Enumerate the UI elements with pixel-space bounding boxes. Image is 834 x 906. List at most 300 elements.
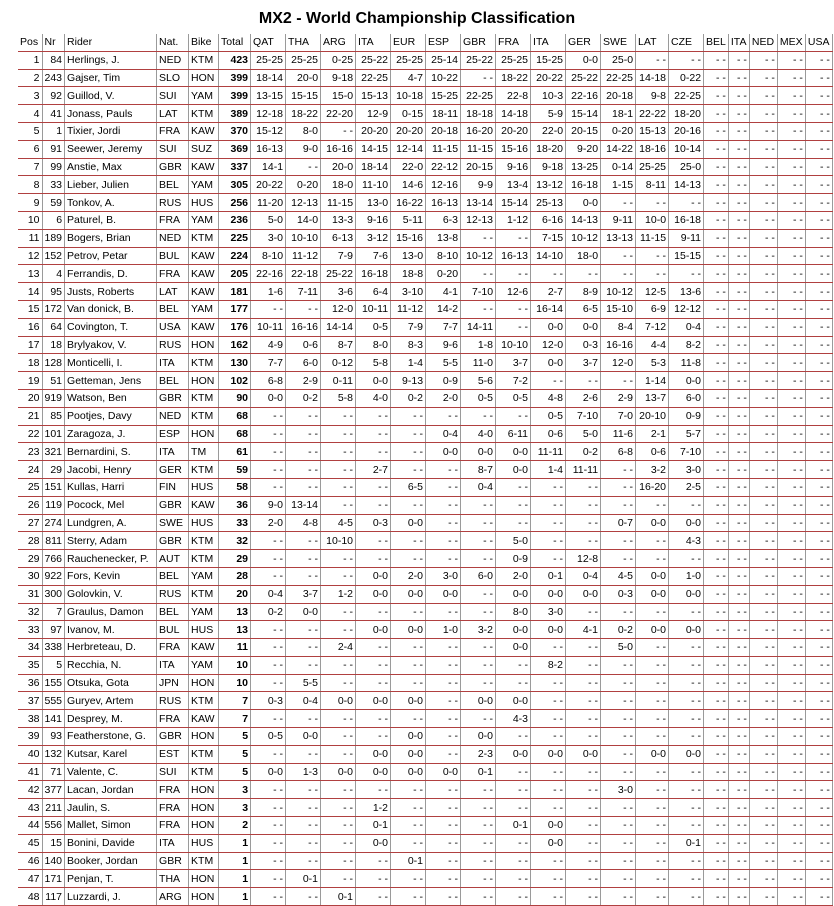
- race-result-cell: - -: [805, 425, 832, 443]
- race-result-cell: 0-0: [531, 745, 566, 763]
- header-race: ARG: [321, 34, 356, 51]
- race-result-cell: 12-9: [356, 105, 391, 123]
- race-result-cell: 15-25: [531, 51, 566, 69]
- race-result-cell: 16-16: [601, 336, 636, 354]
- total-cell: 5: [219, 745, 251, 763]
- race-result-cell: - -: [805, 888, 832, 906]
- nat-cell: USA: [157, 318, 189, 336]
- race-result-cell: - -: [728, 461, 749, 479]
- race-result-cell: 1-12: [496, 211, 531, 229]
- race-result-cell: - -: [749, 229, 777, 247]
- race-result-cell: - -: [805, 514, 832, 532]
- bike-cell: KTM: [189, 692, 219, 710]
- race-result-cell: - -: [636, 692, 669, 710]
- race-result-cell: - -: [566, 532, 601, 550]
- race-result-cell: - -: [728, 532, 749, 550]
- race-result-cell: - -: [356, 656, 391, 674]
- race-result-cell: 0-9: [426, 372, 461, 390]
- rider-cell: Van donick, B.: [65, 300, 157, 318]
- race-result-cell: 0-1: [391, 852, 426, 870]
- race-result-cell: 7-7: [426, 318, 461, 336]
- race-result-cell: - -: [728, 603, 749, 621]
- pos-cell: 9: [18, 194, 42, 212]
- race-result-cell: - -: [426, 639, 461, 657]
- race-result-cell: - -: [728, 478, 749, 496]
- race-result-cell: - -: [426, 781, 461, 799]
- race-result-cell: - -: [749, 567, 777, 585]
- race-result-cell: 4-1: [566, 621, 601, 639]
- pos-cell: 14: [18, 283, 42, 301]
- race-result-cell: 25-22: [321, 265, 356, 283]
- race-result-cell: 16-18: [669, 211, 704, 229]
- race-result-cell: - -: [749, 247, 777, 265]
- race-result-cell: 0-0: [566, 51, 601, 69]
- race-result-cell: - -: [636, 674, 669, 692]
- table-row: [18, 176, 832, 194]
- race-result-cell: - -: [391, 425, 426, 443]
- total-cell: 102: [219, 372, 251, 390]
- race-result-cell: 25-0: [669, 158, 704, 176]
- race-result-cell: - -: [704, 105, 729, 123]
- nat-cell: RUS: [157, 692, 189, 710]
- race-result-cell: 8-0: [286, 122, 321, 140]
- pos-cell: 31: [18, 585, 42, 603]
- race-result-cell: - -: [704, 763, 729, 781]
- total-cell: 399: [219, 87, 251, 105]
- nr-cell: 64: [42, 318, 65, 336]
- nat-cell: GBR: [157, 728, 189, 746]
- table-row: [18, 122, 832, 140]
- race-result-cell: 12-13: [461, 211, 496, 229]
- race-result-cell: 3-0: [426, 567, 461, 585]
- bike-cell: HUS: [189, 514, 219, 532]
- race-result-cell: - -: [321, 621, 356, 639]
- race-result-cell: - -: [531, 550, 566, 568]
- race-result-cell: - -: [531, 852, 566, 870]
- race-result-cell: 0-2: [391, 389, 426, 407]
- bike-cell: HUS: [189, 834, 219, 852]
- race-result-cell: - -: [728, 336, 749, 354]
- race-result-cell: - -: [356, 532, 391, 550]
- nr-cell: 18: [42, 336, 65, 354]
- race-result-cell: 0-0: [566, 585, 601, 603]
- race-result-cell: - -: [601, 817, 636, 835]
- nr-cell: 51: [42, 372, 65, 390]
- race-result-cell: 25-25: [636, 158, 669, 176]
- race-result-cell: - -: [669, 674, 704, 692]
- race-result-cell: - -: [704, 318, 729, 336]
- race-result-cell: - -: [426, 870, 461, 888]
- nat-cell: LAT: [157, 283, 189, 301]
- race-result-cell: 20-10: [636, 407, 669, 425]
- race-result-cell: 0-0: [669, 372, 704, 390]
- rider-cell: Guillod, V.: [65, 87, 157, 105]
- race-result-cell: 5-5: [286, 674, 321, 692]
- race-result-cell: - -: [391, 710, 426, 728]
- race-result-cell: - -: [426, 799, 461, 817]
- nat-cell: SWE: [157, 514, 189, 532]
- race-result-cell: - -: [704, 585, 729, 603]
- race-result-cell: - -: [749, 87, 777, 105]
- race-result-cell: - -: [728, 407, 749, 425]
- race-result-cell: - -: [461, 799, 496, 817]
- race-result-cell: - -: [805, 389, 832, 407]
- race-result-cell: - -: [704, 354, 729, 372]
- race-result-cell: - -: [601, 247, 636, 265]
- bike-cell: KTM: [189, 407, 219, 425]
- table-row: [18, 567, 832, 585]
- race-result-cell: - -: [777, 247, 805, 265]
- race-result-cell: 10-18: [391, 87, 426, 105]
- race-result-cell: - -: [601, 870, 636, 888]
- race-result-cell: - -: [566, 870, 601, 888]
- bike-cell: KTM: [189, 532, 219, 550]
- race-result-cell: - -: [461, 407, 496, 425]
- race-result-cell: - -: [704, 656, 729, 674]
- race-result-cell: 11-15: [321, 194, 356, 212]
- table-row: [18, 354, 832, 372]
- race-result-cell: - -: [531, 372, 566, 390]
- race-result-cell: - -: [496, 656, 531, 674]
- race-result-cell: 2-0: [496, 567, 531, 585]
- race-result-cell: - -: [669, 710, 704, 728]
- race-result-cell: - -: [601, 532, 636, 550]
- race-result-cell: 22-0: [531, 122, 566, 140]
- race-result-cell: 0-5: [251, 728, 286, 746]
- table-row: [18, 478, 832, 496]
- race-result-cell: 6-0: [669, 389, 704, 407]
- race-result-cell: 12-0: [321, 300, 356, 318]
- race-result-cell: - -: [531, 478, 566, 496]
- race-result-cell: - -: [728, 550, 749, 568]
- race-result-cell: 0-6: [636, 443, 669, 461]
- race-result-cell: 0-2: [251, 603, 286, 621]
- race-result-cell: 6-3: [426, 211, 461, 229]
- race-result-cell: 25-25: [286, 51, 321, 69]
- race-result-cell: - -: [461, 229, 496, 247]
- race-result-cell: - -: [704, 122, 729, 140]
- race-result-cell: - -: [704, 496, 729, 514]
- race-result-cell: 8-10: [426, 247, 461, 265]
- nr-cell: 85: [42, 407, 65, 425]
- race-result-cell: - -: [286, 817, 321, 835]
- race-result-cell: - -: [749, 194, 777, 212]
- pos-cell: 32: [18, 603, 42, 621]
- rider-cell: Luzzardi, J.: [65, 888, 157, 906]
- race-result-cell: - -: [391, 888, 426, 906]
- race-result-cell: 0-20: [286, 176, 321, 194]
- race-result-cell: - -: [777, 425, 805, 443]
- bike-cell: KTM: [189, 745, 219, 763]
- nat-cell: GBR: [157, 158, 189, 176]
- race-result-cell: - -: [566, 372, 601, 390]
- race-result-cell: 0-0: [636, 567, 669, 585]
- race-result-cell: 13-0: [356, 194, 391, 212]
- race-result-cell: - -: [777, 781, 805, 799]
- race-result-cell: - -: [461, 532, 496, 550]
- race-result-cell: 4-8: [531, 389, 566, 407]
- pos-cell: 45: [18, 834, 42, 852]
- race-result-cell: - -: [286, 781, 321, 799]
- race-result-cell: 7-10: [669, 443, 704, 461]
- race-result-cell: - -: [777, 443, 805, 461]
- race-result-cell: - -: [777, 639, 805, 657]
- race-result-cell: 18-14: [251, 69, 286, 87]
- race-result-cell: 18-20: [669, 105, 704, 123]
- table-row: [18, 532, 832, 550]
- nat-cell: BUL: [157, 247, 189, 265]
- race-result-cell: 0-0: [531, 354, 566, 372]
- race-result-cell: 2-9: [286, 372, 321, 390]
- race-result-cell: 0-9: [669, 407, 704, 425]
- race-result-cell: - -: [728, 799, 749, 817]
- race-result-cell: - -: [531, 639, 566, 657]
- race-result-cell: 22-12: [426, 158, 461, 176]
- bike-cell: HON: [189, 674, 219, 692]
- header-race: ITA: [728, 34, 749, 51]
- race-result-cell: - -: [805, 834, 832, 852]
- race-result-cell: 11-12: [391, 300, 426, 318]
- race-result-cell: - -: [601, 852, 636, 870]
- race-result-cell: - -: [496, 799, 531, 817]
- race-result-cell: - -: [728, 389, 749, 407]
- race-result-cell: - -: [728, 710, 749, 728]
- race-result-cell: - -: [777, 710, 805, 728]
- pos-cell: 33: [18, 621, 42, 639]
- race-result-cell: - -: [601, 692, 636, 710]
- race-result-cell: 11-20: [251, 194, 286, 212]
- race-result-cell: - -: [704, 888, 729, 906]
- bike-cell: HON: [189, 817, 219, 835]
- race-result-cell: - -: [777, 229, 805, 247]
- race-result-cell: - -: [531, 728, 566, 746]
- race-result-cell: - -: [805, 656, 832, 674]
- header-total: Total: [219, 34, 251, 51]
- race-result-cell: 13-13: [601, 229, 636, 247]
- race-result-cell: 1-4: [531, 461, 566, 479]
- table-row: [18, 461, 832, 479]
- race-result-cell: - -: [321, 461, 356, 479]
- race-result-cell: - -: [777, 354, 805, 372]
- race-result-cell: - -: [286, 532, 321, 550]
- race-result-cell: - -: [496, 870, 531, 888]
- nr-cell: 41: [42, 105, 65, 123]
- nr-cell: 92: [42, 87, 65, 105]
- race-result-cell: - -: [704, 336, 729, 354]
- pos-cell: 36: [18, 674, 42, 692]
- nr-cell: 29: [42, 461, 65, 479]
- race-result-cell: 25-22: [461, 51, 496, 69]
- race-result-cell: - -: [286, 852, 321, 870]
- nr-cell: 33: [42, 176, 65, 194]
- race-result-cell: 12-5: [636, 283, 669, 301]
- race-result-cell: 7-10: [461, 283, 496, 301]
- pos-cell: 34: [18, 639, 42, 657]
- race-result-cell: 13-14: [461, 194, 496, 212]
- race-result-cell: - -: [496, 888, 531, 906]
- race-result-cell: - -: [805, 852, 832, 870]
- header-row: [18, 34, 832, 51]
- race-result-cell: 0-5: [356, 318, 391, 336]
- race-result-cell: - -: [704, 621, 729, 639]
- race-result-cell: 25-25: [496, 51, 531, 69]
- race-result-cell: - -: [321, 817, 356, 835]
- race-result-cell: 2-0: [391, 567, 426, 585]
- race-result-cell: 0-4: [461, 478, 496, 496]
- race-result-cell: - -: [805, 265, 832, 283]
- race-result-cell: - -: [461, 603, 496, 621]
- race-result-cell: 4-5: [601, 567, 636, 585]
- race-result-cell: - -: [669, 603, 704, 621]
- bike-cell: KTM: [189, 461, 219, 479]
- race-result-cell: 13-4: [496, 176, 531, 194]
- race-result-cell: 10-22: [426, 69, 461, 87]
- race-result-cell: 0-5: [461, 389, 496, 407]
- race-result-cell: 0-0: [356, 763, 391, 781]
- race-result-cell: 18-14: [356, 158, 391, 176]
- bike-cell: KTM: [189, 51, 219, 69]
- race-result-cell: 0-14: [601, 158, 636, 176]
- race-result-cell: 18-16: [636, 140, 669, 158]
- race-result-cell: - -: [566, 478, 601, 496]
- race-result-cell: 5-8: [321, 389, 356, 407]
- race-result-cell: - -: [356, 425, 391, 443]
- bike-cell: HUS: [189, 194, 219, 212]
- pos-cell: 30: [18, 567, 42, 585]
- race-result-cell: - -: [391, 674, 426, 692]
- race-result-cell: - -: [749, 799, 777, 817]
- nat-cell: GBR: [157, 389, 189, 407]
- race-result-cell: - -: [749, 870, 777, 888]
- race-result-cell: - -: [749, 817, 777, 835]
- race-result-cell: - -: [749, 674, 777, 692]
- race-result-cell: 0-9: [496, 550, 531, 568]
- pos-cell: 37: [18, 692, 42, 710]
- race-result-cell: - -: [601, 461, 636, 479]
- race-result-cell: - -: [251, 300, 286, 318]
- race-result-cell: 0-5: [496, 389, 531, 407]
- race-result-cell: 6-5: [566, 300, 601, 318]
- race-result-cell: 8-2: [531, 656, 566, 674]
- race-result-cell: - -: [704, 728, 729, 746]
- nat-cell: FRA: [157, 799, 189, 817]
- pos-cell: 42: [18, 781, 42, 799]
- header-race: ESP: [426, 34, 461, 51]
- race-result-cell: - -: [251, 443, 286, 461]
- nr-cell: 7: [42, 603, 65, 621]
- race-result-cell: - -: [704, 461, 729, 479]
- race-result-cell: - -: [601, 888, 636, 906]
- pos-cell: 25: [18, 478, 42, 496]
- race-result-cell: - -: [805, 407, 832, 425]
- pos-cell: 3: [18, 87, 42, 105]
- race-result-cell: - -: [777, 514, 805, 532]
- nr-cell: 4: [42, 265, 65, 283]
- race-result-cell: 2-0: [426, 389, 461, 407]
- race-result-cell: 5-0: [251, 211, 286, 229]
- race-result-cell: - -: [426, 496, 461, 514]
- rider-cell: Lundgren, A.: [65, 514, 157, 532]
- race-result-cell: - -: [777, 51, 805, 69]
- race-result-cell: - -: [426, 674, 461, 692]
- race-result-cell: 8-4: [601, 318, 636, 336]
- race-result-cell: 15-13: [636, 122, 669, 140]
- bike-cell: YAM: [189, 87, 219, 105]
- pos-cell: 28: [18, 532, 42, 550]
- race-result-cell: 0-1: [321, 888, 356, 906]
- race-result-cell: - -: [601, 799, 636, 817]
- race-result-cell: 9-11: [669, 229, 704, 247]
- race-result-cell: 9-16: [496, 158, 531, 176]
- nr-cell: 766: [42, 550, 65, 568]
- race-result-cell: - -: [251, 674, 286, 692]
- rider-cell: Kutsar, Karel: [65, 745, 157, 763]
- race-result-cell: - -: [728, 122, 749, 140]
- header-pos: Pos: [18, 34, 42, 51]
- bike-cell: HON: [189, 870, 219, 888]
- rider-cell: Herlings, J.: [65, 51, 157, 69]
- race-result-cell: 4-3: [669, 532, 704, 550]
- race-result-cell: - -: [704, 69, 729, 87]
- race-result-cell: - -: [601, 834, 636, 852]
- bike-cell: KAW: [189, 318, 219, 336]
- nr-cell: 172: [42, 300, 65, 318]
- race-result-cell: 0-0: [356, 834, 391, 852]
- race-result-cell: 11-8: [669, 354, 704, 372]
- race-result-cell: - -: [805, 87, 832, 105]
- race-result-cell: - -: [391, 781, 426, 799]
- race-result-cell: - -: [566, 265, 601, 283]
- race-result-cell: - -: [601, 745, 636, 763]
- header-race: ITA: [531, 34, 566, 51]
- rider-cell: Booker, Jordan: [65, 852, 157, 870]
- race-result-cell: - -: [728, 372, 749, 390]
- total-cell: 68: [219, 425, 251, 443]
- race-result-cell: 2-7: [356, 461, 391, 479]
- race-result-cell: - -: [749, 283, 777, 301]
- total-cell: 7: [219, 710, 251, 728]
- race-result-cell: - -: [704, 550, 729, 568]
- pos-cell: 4: [18, 105, 42, 123]
- race-result-cell: - -: [749, 176, 777, 194]
- race-result-cell: - -: [251, 621, 286, 639]
- nr-cell: 919: [42, 389, 65, 407]
- race-result-cell: 8-0: [356, 336, 391, 354]
- race-result-cell: - -: [704, 692, 729, 710]
- pos-cell: 7: [18, 158, 42, 176]
- table-row: [18, 674, 832, 692]
- total-cell: 20: [219, 585, 251, 603]
- race-result-cell: 11-15: [636, 229, 669, 247]
- pos-cell: 11: [18, 229, 42, 247]
- race-result-cell: - -: [777, 585, 805, 603]
- nat-cell: GBR: [157, 532, 189, 550]
- race-result-cell: 0-0: [566, 318, 601, 336]
- race-result-cell: - -: [426, 834, 461, 852]
- pos-cell: 18: [18, 354, 42, 372]
- race-result-cell: - -: [321, 834, 356, 852]
- race-result-cell: - -: [805, 140, 832, 158]
- race-result-cell: - -: [531, 265, 566, 283]
- race-result-cell: - -: [749, 318, 777, 336]
- total-cell: 29: [219, 550, 251, 568]
- race-result-cell: - -: [704, 265, 729, 283]
- race-result-cell: - -: [704, 603, 729, 621]
- race-result-cell: 13-3: [321, 211, 356, 229]
- race-result-cell: - -: [728, 728, 749, 746]
- race-result-cell: 5-8: [356, 354, 391, 372]
- race-result-cell: 0-0: [391, 763, 426, 781]
